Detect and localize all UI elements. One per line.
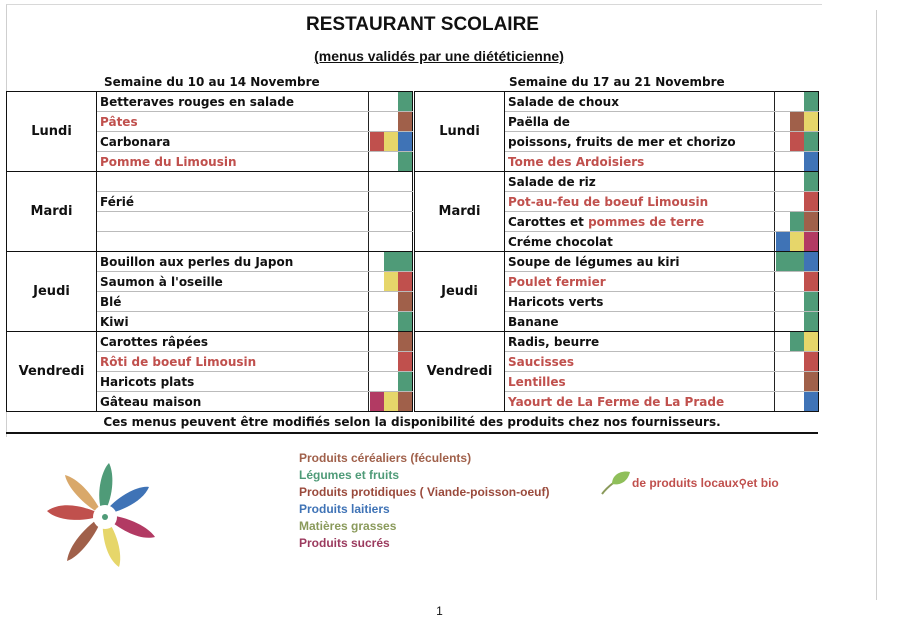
- dish-cell: Blé: [97, 292, 369, 312]
- food-group-squares: [369, 372, 413, 392]
- food-group-square: [398, 312, 412, 331]
- leaf-icon: [598, 470, 632, 496]
- flower-logo-icon: [38, 458, 168, 573]
- food-group-squares: [775, 272, 819, 292]
- dish-cell: Saumon à l'oseille: [97, 272, 369, 292]
- dish-cell: Salade de riz: [505, 172, 775, 192]
- food-group-squares: [369, 312, 413, 332]
- food-group-squares: [775, 372, 819, 392]
- food-group-squares: [369, 392, 413, 412]
- legend-dairy: Produits laitiers: [299, 502, 390, 516]
- legend-fats: Matières grasses: [299, 519, 397, 533]
- table-row: [7, 172, 413, 192]
- food-group-square: [370, 392, 384, 411]
- food-group-squares: [775, 232, 819, 252]
- dish-cell: Tome des Ardoisiers: [505, 152, 775, 172]
- dish-cell: Yaourt de La Ferme de La Prade: [505, 392, 775, 412]
- dish-cell: Haricots plats: [97, 372, 369, 392]
- food-group-square: [384, 392, 398, 411]
- food-group-squares: [369, 132, 413, 152]
- dish-cell: Carottes râpées: [97, 332, 369, 352]
- food-group-square: [398, 112, 412, 131]
- week1-heading: Semaine du 10 au 14 Novembre: [104, 75, 320, 89]
- dish-cell: Radis, beurre: [505, 332, 775, 352]
- legend-sugars: Produits sucrés: [299, 536, 390, 550]
- food-group-square: [804, 392, 818, 411]
- dish-cell: Banane: [505, 312, 775, 332]
- food-group-square: [776, 232, 790, 251]
- table-row: [415, 252, 819, 272]
- right-margin-rule: [876, 10, 877, 600]
- food-group-squares: [775, 252, 819, 272]
- dish-cell: [97, 172, 369, 192]
- food-group-square: [398, 132, 412, 151]
- dish-cell: poissons, fruits de mer et chorizo: [505, 132, 775, 152]
- table-row: [415, 172, 819, 192]
- food-group-square: [790, 212, 804, 231]
- food-group-square: [398, 352, 412, 371]
- food-group-squares: [369, 332, 413, 352]
- dish-cell: Créme chocolat: [505, 232, 775, 252]
- day-label: Lundi: [7, 92, 97, 172]
- dish-cell: Lentilles: [505, 372, 775, 392]
- food-group-square: [790, 252, 804, 271]
- food-group-squares: [369, 252, 413, 272]
- week2-heading: Semaine du 17 au 21 Novembre: [509, 75, 725, 89]
- food-group-squares: [775, 92, 819, 112]
- food-group-squares: [369, 292, 413, 312]
- legend-cereals: Produits céréaliers (féculents): [299, 451, 472, 465]
- food-group-square: [790, 232, 804, 251]
- legend-vegetables: Légumes et fruits: [299, 468, 400, 482]
- food-group-square: [398, 372, 412, 391]
- legend-proteins: Produits protidiques ( Viande-poisson-oeuf): [299, 485, 550, 499]
- food-group-squares: [369, 112, 413, 132]
- day-label: Mardi: [415, 172, 505, 252]
- food-group-squares: [369, 352, 413, 372]
- food-group-square: [398, 272, 412, 291]
- food-group-square: [804, 272, 818, 291]
- dish-cell: Kiwi: [97, 312, 369, 332]
- dish-cell: Salade de choux: [505, 92, 775, 112]
- food-group-squares: [369, 152, 413, 172]
- dish-cell: [505, 212, 775, 232]
- dish-cell: Carbonara: [97, 132, 369, 152]
- food-group-square: [804, 252, 818, 271]
- food-group-squares: [369, 232, 413, 252]
- day-label: Lundi: [415, 92, 505, 172]
- bio-text: et bio: [746, 476, 779, 490]
- food-group-square: [384, 252, 398, 271]
- dish-cell: Bouillon aux perles du Japon: [97, 252, 369, 272]
- page-number: 1: [436, 604, 443, 618]
- day-label: Vendredi: [7, 332, 97, 412]
- table-row: [7, 92, 413, 112]
- availability-note: Ces menus peuvent être modifiés selon la disponibilité des produits chez nos fournisseurs.: [6, 412, 818, 434]
- food-group-square: [804, 232, 818, 251]
- page-subtitle: (menus validés par une diététicienne): [314, 48, 564, 64]
- day-label: Vendredi: [415, 332, 505, 412]
- food-group-square: [398, 152, 412, 171]
- dish-text-part: pommes de terre: [588, 214, 705, 229]
- food-group-square: [804, 112, 818, 131]
- food-group-square: [804, 332, 818, 351]
- dish-cell: [97, 212, 369, 232]
- food-group-square: [384, 272, 398, 291]
- food-group-square: [398, 92, 412, 111]
- local-bio-label: [598, 470, 779, 496]
- food-group-squares: [775, 152, 819, 172]
- food-group-squares: [775, 332, 819, 352]
- dish-cell: Pâtes: [97, 112, 369, 132]
- page-title: RESTAURANT SCOLAIRE: [306, 14, 539, 35]
- table-row: [7, 332, 413, 352]
- dish-cell: Betteraves rouges en salade: [97, 92, 369, 112]
- food-group-squares: [775, 392, 819, 412]
- food-group-square: [398, 292, 412, 311]
- dish-cell: Gâteau maison: [97, 392, 369, 412]
- food-group-squares: [775, 212, 819, 232]
- food-group-square: [804, 292, 818, 311]
- food-group-square: [804, 312, 818, 331]
- week1-menu-table: [6, 91, 413, 412]
- pin-icon: ⚲: [738, 477, 747, 490]
- food-group-square: [790, 132, 804, 151]
- food-group-square: [790, 112, 804, 131]
- food-group-square: [804, 172, 818, 191]
- food-group-square: [776, 252, 790, 271]
- food-group-square: [804, 352, 818, 371]
- dish-text-part: Carottes et: [508, 214, 589, 229]
- dish-cell: Paëlla de: [505, 112, 775, 132]
- table-row: [415, 332, 819, 352]
- dish-cell: Pomme du Limousin: [97, 152, 369, 172]
- day-label: Mardi: [7, 172, 97, 252]
- food-group-square: [804, 212, 818, 231]
- food-group-squares: [369, 92, 413, 112]
- dish-cell: Saucisses: [505, 352, 775, 372]
- food-group-square: [398, 252, 412, 271]
- food-group-square: [384, 132, 398, 151]
- dish-cell: Haricots verts: [505, 292, 775, 312]
- dish-cell: [97, 232, 369, 252]
- food-group-squares: [775, 352, 819, 372]
- food-group-square: [398, 392, 412, 411]
- food-group-squares: [775, 312, 819, 332]
- dish-cell: Poulet fermier: [505, 272, 775, 292]
- food-group-squares: [775, 172, 819, 192]
- food-group-square: [804, 372, 818, 391]
- dish-cell: Pot-au-feu de boeuf Limousin: [505, 192, 775, 212]
- local-products-text: de produits locaux: [632, 476, 739, 490]
- food-group-squares: [369, 172, 413, 192]
- food-group-squares: [775, 112, 819, 132]
- dish-cell: Férié: [97, 192, 369, 212]
- food-group-square: [398, 332, 412, 351]
- food-group-square: [790, 332, 804, 351]
- legend: [299, 450, 549, 552]
- table-row: [415, 92, 819, 112]
- food-group-squares: [369, 192, 413, 212]
- day-label: Jeudi: [7, 252, 97, 332]
- food-group-squares: [775, 132, 819, 152]
- food-group-squares: [369, 212, 413, 232]
- dish-cell: Soupe de légumes au kiri: [505, 252, 775, 272]
- food-group-square: [804, 152, 818, 171]
- food-group-square: [804, 132, 818, 151]
- table-row: [7, 252, 413, 272]
- food-group-squares: [775, 292, 819, 312]
- food-group-square: [804, 192, 818, 211]
- dish-cell: Rôti de boeuf Limousin: [97, 352, 369, 372]
- food-group-squares: [369, 272, 413, 292]
- food-group-squares: [775, 192, 819, 212]
- food-group-square: [804, 92, 818, 111]
- day-label: Jeudi: [415, 252, 505, 332]
- week2-menu-table: [414, 91, 819, 412]
- food-group-square: [370, 132, 384, 151]
